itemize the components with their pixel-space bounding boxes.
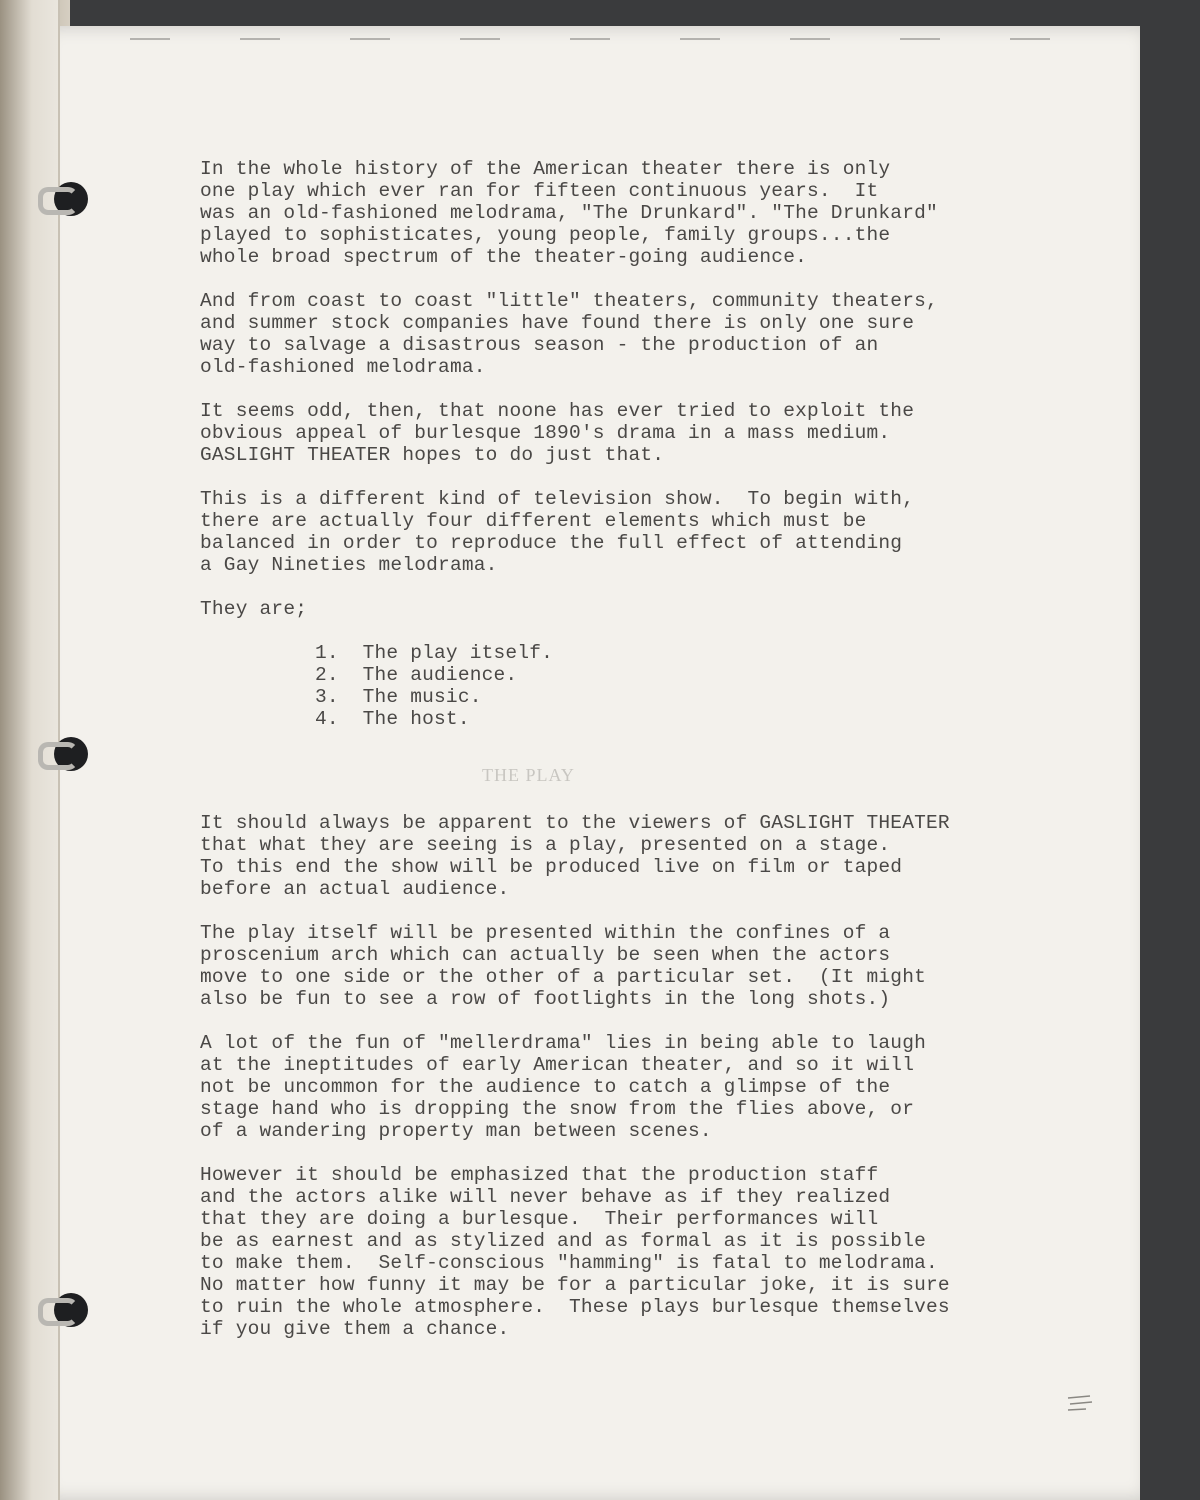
binder-ring-icon [38, 178, 92, 218]
paragraph [200, 400, 1010, 466]
text-line: be as earnest and as stylized and as formal as it is possible [200, 1230, 927, 1252]
text-line: way to salvage a disastrous season - the production of an [200, 334, 879, 356]
section-heading: THE PLAY [482, 765, 575, 785]
text-line: obvious appeal of burlesque 1890's drama in a mass medium. [200, 422, 891, 444]
text-line: and the actors alike will never behave as if they realized [200, 1186, 891, 1208]
typed-text-body [200, 158, 1010, 1362]
list-item: 1. The play itself. [315, 642, 554, 664]
text-line: also be fun to see a row of footlights in the long shots.) [200, 988, 891, 1010]
list-item: 3. The music. [315, 686, 482, 708]
text-line: stage hand who is dropping the snow from the flies above, or [200, 1098, 915, 1120]
text-line: It should always be apparent to the viewers of GASLIGHT THEATER [200, 812, 950, 834]
text-line: A lot of the fun of "mellerdrama" lies in being able to laugh [200, 1032, 927, 1054]
paragraph [200, 1032, 1010, 1142]
elements-list [315, 642, 1010, 730]
text-line: to make them. Self-conscious "hamming" is fatal to melodrama. [200, 1252, 938, 1274]
text-line: that they are doing a burlesque. Their performances will [200, 1208, 879, 1230]
paragraph [200, 598, 1010, 620]
text-line: old-fashioned melodrama. [200, 356, 486, 378]
text-line: To this end the show will be produced live on film or taped [200, 856, 903, 878]
text-line: whole broad spectrum of the theater-going audience. [200, 246, 807, 268]
paragraph [200, 158, 1010, 268]
text-line: before an actual audience. [200, 878, 510, 900]
text-line: GASLIGHT THEATER hopes to do just that. [200, 444, 665, 466]
text-line: if you give them a chance. [200, 1318, 510, 1340]
text-line: move to one side or the other of a particular set. (It might [200, 966, 927, 988]
text-line: No matter how funny it may be for a particular joke, it is sure [200, 1274, 950, 1296]
paragraph [200, 922, 1010, 1010]
torn-top-edge [130, 38, 1070, 40]
paragraph [200, 1164, 1010, 1340]
text-line: played to sophisticates, young people, family groups...the [200, 224, 891, 246]
binder-ring-icon [38, 1289, 92, 1329]
text-line: not be uncommon for the audience to catch a glimpse of the [200, 1076, 891, 1098]
text-line: They are; [200, 598, 308, 620]
text-line: The play itself will be presented within the confines of a [200, 922, 891, 944]
binder-ring-icon [38, 733, 92, 773]
paragraph [200, 812, 1010, 900]
paragraph [200, 488, 1010, 576]
text-line: that what they are seeing is a play, presented on a stage. [200, 834, 891, 856]
text-line: However it should be emphasized that the production staff [200, 1164, 879, 1186]
text-line: at the ineptitudes of early American theater, and so it will [200, 1054, 915, 1076]
text-line: one play which ever ran for fifteen continuous years. It [200, 180, 879, 202]
text-line: balanced in order to reproduce the full effect of attending [200, 532, 903, 554]
text-line: And from coast to coast "little" theaters, community theaters, [200, 290, 938, 312]
text-line: to ruin the whole atmosphere. These plays burlesque themselves [200, 1296, 950, 1318]
text-line: This is a different kind of television show. To begin with, [200, 488, 915, 510]
text-line: In the whole history of the American theater there is only [200, 158, 891, 180]
text-line: there are actually four different elements which must be [200, 510, 867, 532]
text-line: proscenium arch which can actually be seen when the actors [200, 944, 891, 966]
text-line: of a wandering property man between scenes. [200, 1120, 712, 1142]
paragraph [200, 290, 1010, 378]
list-item: 4. The host. [315, 708, 470, 730]
text-line: It seems odd, then, that noone has ever tried to exploit the [200, 400, 915, 422]
list-item: 2. The audience. [315, 664, 518, 686]
text-line: was an old-fashioned melodrama, "The Drunkard". "The Drunkard" [200, 202, 938, 224]
text-line: and summer stock companies have found there is only one sure [200, 312, 915, 334]
pencil-mark-icon [1066, 1392, 1094, 1414]
text-line: a Gay Nineties melodrama. [200, 554, 498, 576]
